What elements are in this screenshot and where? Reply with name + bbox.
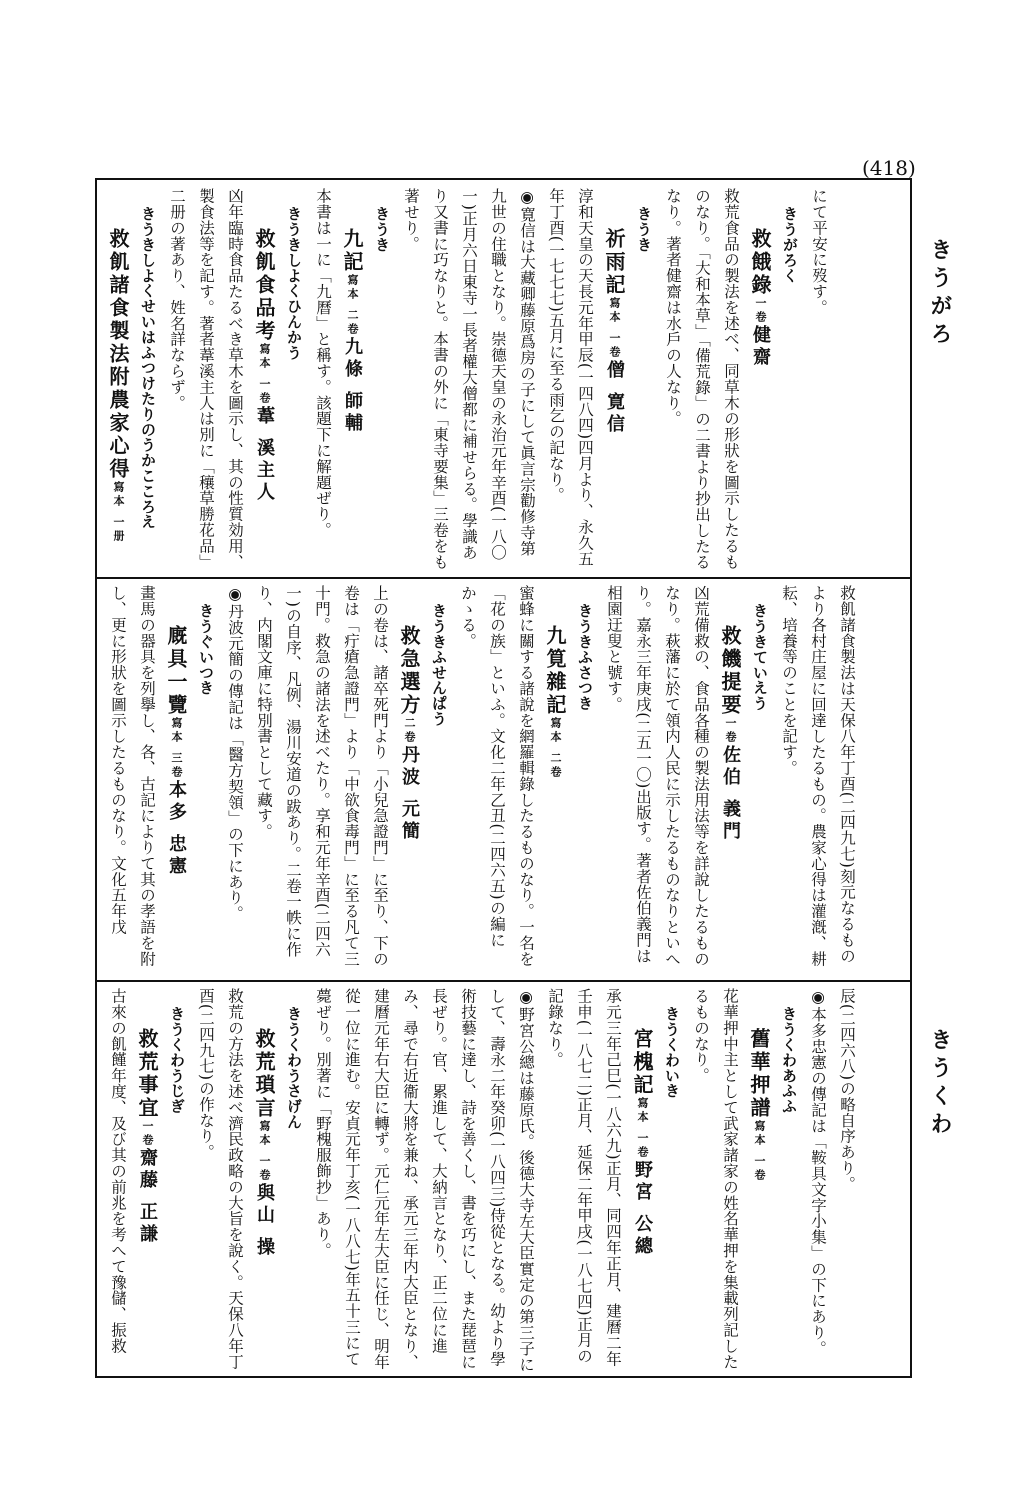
entry-title-line	[627, 1028, 657, 1374]
entry-author: 與山 操	[254, 1182, 275, 1260]
entry-body: 救飢諸食製法は天保八年丁酉(二四九七)刻元なるものより各村庄屋に回達したるもの。農家心得は灌漑、耕耘、培養等のことを記す。	[780, 585, 856, 967]
entry-body: ◉寛信は大藏卿藤原爲房の子にして眞言宗勸修寺第九世の住職となり。崇德天皇の永治元年辛酉(一八〇一)正月六日東寺一長者權大僧都に補せらる。學識あり又書に巧なりと。本書の外に「東寺要集」三卷をも著せり。	[402, 188, 536, 570]
entry-author: 九條 師輔	[342, 336, 363, 436]
entry-title: 廐具一覽	[164, 625, 188, 717]
entry-body: 淳和天皇の天長元年甲辰(一四八四)四月より、永久五年丁酉(一七七七)五月に至る雨乞の記なり。	[547, 188, 594, 567]
entry-body: 凶荒備救の、食品各種の製法用法等を詳說したるものなり。萩藩に於て領内人民に示したるものなりといへり。嘉永三年庚戌(二五一〇)出版す。著者佐伯義門は相園迂叟と號す。	[605, 585, 710, 967]
entry-reading: きうぐいつき	[197, 603, 215, 696]
entry-volumes: 寫本 一卷	[753, 1120, 766, 1183]
entry-title-line	[249, 228, 279, 571]
entry-title-line	[744, 1028, 774, 1374]
panel-2-text	[103, 585, 861, 974]
entry-title-line	[337, 228, 367, 571]
entry-reading: きうき	[635, 206, 653, 253]
page-number: (418)	[862, 156, 916, 180]
entry-reading: きうき	[373, 206, 391, 253]
entry-body: ◉丹波元簡の傳記は「醫方契領」の下にあり。	[226, 585, 244, 922]
entry-body: ◉本多忠憲の傳記は「鞍具文字小集」の下にあり。	[809, 988, 827, 1357]
entry-title: 祈雨記	[602, 228, 626, 297]
entry-volumes: 一卷	[141, 1120, 154, 1148]
entry-body: 上の卷は、諸卒死門より「小兒急證門」に至り、下の卷は「疔瘡急證門」より「中欲食毒門」に至る凡て三十門。救急の諸法を述べたり。享和元年辛酉(二四六一)の自序、凡例、湯川安道の跋あり。二卷一帙に作り、内閣文庫に特別書として藏す。	[255, 585, 389, 967]
entry-volumes: 寫本 一卷	[258, 1120, 271, 1183]
entry-title: 救飢諸食製法附農家心得	[106, 228, 130, 481]
entry-body: 承元三年己巳(一八六九)正月、同四年正月、建曆二年壬申(一八七二)正月、延保二年甲戌(一八七四)正月の記錄なり。	[546, 988, 622, 1367]
entry-body: 畫馬の器具を列擧し、各、古記によりて其の孝語を附し、更に形狀を圖示したるものなり。文化五年戊	[109, 585, 156, 967]
entry-title-line	[161, 625, 191, 974]
entry-author: 佐伯 義門	[720, 745, 741, 844]
entry-title-line	[599, 228, 629, 571]
entry-volumes: 二卷	[403, 717, 416, 745]
entry-title-line	[249, 1028, 279, 1374]
running-head-top: きうがろ	[927, 238, 953, 350]
entry-author: 健齋	[750, 325, 771, 369]
entry-body: 古來の飢饉年度、及び其の前兆を考へて豫儲、振救	[109, 988, 127, 1354]
entry-reading: きうきふさつき	[576, 603, 594, 711]
panel-3-text	[103, 988, 861, 1374]
entry-volumes: 寫本 二卷	[346, 274, 359, 337]
entry-body: 救荒食品の製法を述べ、同草木の形狀を圖示したるものなり。「大和本草」「備荒錄」の二書より抄出したるなり。著者健齋は水戶の人なり。	[664, 188, 740, 570]
entry-body: ◉野宮公總は藤原氏。後德大寺左大臣實定の第三子にして、壽永二年癸卯(一八四三)侍從となる。幼より學術技藝に達し、詩を善くし、書を巧にし、また琵琶に長ぜり。官、累進して、大納言となり、正二位に進み、尋で右近衞大將を兼ね、承元三年内大臣となり、建曆元年右大臣に轉ず。元仁元年左大臣に任じ、明年從一位に進む。安貞元年丁亥(一八八七)年五十三にて薨ぜり。別著に「野槐服飾抄」あり。	[314, 988, 535, 1373]
entry-volumes: 寫本 一卷	[258, 343, 271, 406]
page-frame	[95, 178, 912, 1378]
entry-volumes: 寫本 三卷	[170, 717, 183, 780]
entry-volumes: 寫本 一卷	[636, 1097, 649, 1160]
entry-reading: きうきふせんぱう	[430, 603, 448, 727]
entry-title-line	[132, 1028, 162, 1374]
entry-volumes: 寫本 一卷	[608, 297, 621, 360]
entry-author: 齋藤 正謙	[137, 1148, 158, 1247]
entry-title: 救荒事宜	[135, 1028, 159, 1120]
entry-body: 凶年臨時食品たるべき草木を圖示し、其の性質効用、製食法等を記す。著者葦溪主人は別に「穰草勝花品」二册の著あり、姓名詳ならず。	[168, 188, 244, 570]
entry-title: 救餓錄	[748, 228, 772, 297]
entry-reading: きうきていえう	[751, 603, 769, 711]
entry-body: 本書は一に「九曆」と稱す。該題下に解題ぜり。	[314, 188, 332, 538]
entry-reading: きうくわうじぎ	[168, 1006, 186, 1114]
entry-reading: きうくわうさげん	[285, 1006, 303, 1130]
entry-reading: きうくわあふふ	[780, 1006, 798, 1114]
entry-title-line	[540, 625, 570, 974]
entry-author: 丹波 元簡	[399, 745, 420, 844]
entry-reading: きうくわいき	[663, 1006, 681, 1099]
entry-title-line	[745, 228, 775, 571]
entry-reading: きうきしよくひんかう	[285, 206, 303, 360]
entry-volumes: 寫本 一册	[112, 481, 125, 544]
entry-reading: きうがろく	[781, 206, 799, 283]
entry-title-line	[394, 625, 424, 974]
running-head-bottom: きうくわ	[927, 1028, 953, 1140]
entry-author: 僧 寛信	[604, 359, 625, 437]
entry-title-line	[103, 228, 133, 571]
entry-body: 救荒の方法を述べ濟民政略の大旨を說く。天保八年丁酉(二四九七)の作なり。	[197, 988, 244, 1370]
panel-3	[103, 988, 904, 1374]
entry-title: 救饑提要	[718, 625, 742, 717]
panel-1	[103, 188, 904, 571]
entry-title: 九記	[340, 228, 364, 274]
entry-volumes: 寫本 二卷	[549, 717, 562, 780]
divider-2	[97, 980, 910, 982]
entry-title: 九筧雜記	[543, 625, 567, 717]
entry-author: 本多 忠憲	[166, 779, 187, 879]
entry-volumes: 一卷	[754, 297, 767, 325]
entry-title: 救急選方	[397, 625, 421, 717]
panel-1-text	[103, 188, 833, 571]
entry-body: 蜜蜂に關する諸說を網羅輯錄したるものなり。一名を「花の族」といふ。文化二年乙丑(二四六五)の編にかゝる。	[459, 585, 535, 967]
entry-author: 葦 溪主人	[254, 405, 275, 505]
entry-author: 野宮 公總	[632, 1159, 653, 1259]
entry-title: 宮槐記	[630, 1028, 654, 1097]
entry-title: 救飢食品考	[252, 228, 276, 343]
entry-body: 辰(二四六八)の略自序あり。	[838, 988, 856, 1192]
panel-2	[103, 585, 904, 974]
entry-title-line	[715, 625, 745, 974]
entry-body: 花華押中主として武家諸家の姓名華押を集載列記したるものなり。	[692, 988, 739, 1370]
entry-body: にて平安に歿す。	[810, 188, 828, 316]
divider-1	[97, 577, 910, 579]
entry-reading: きうきしよくせいはふつけたりのうかこころえ	[139, 206, 157, 530]
entry-volumes: 一卷	[724, 717, 737, 745]
entry-title: 救荒瑣言	[252, 1028, 276, 1120]
entry-title: 舊華押譜	[747, 1028, 771, 1120]
